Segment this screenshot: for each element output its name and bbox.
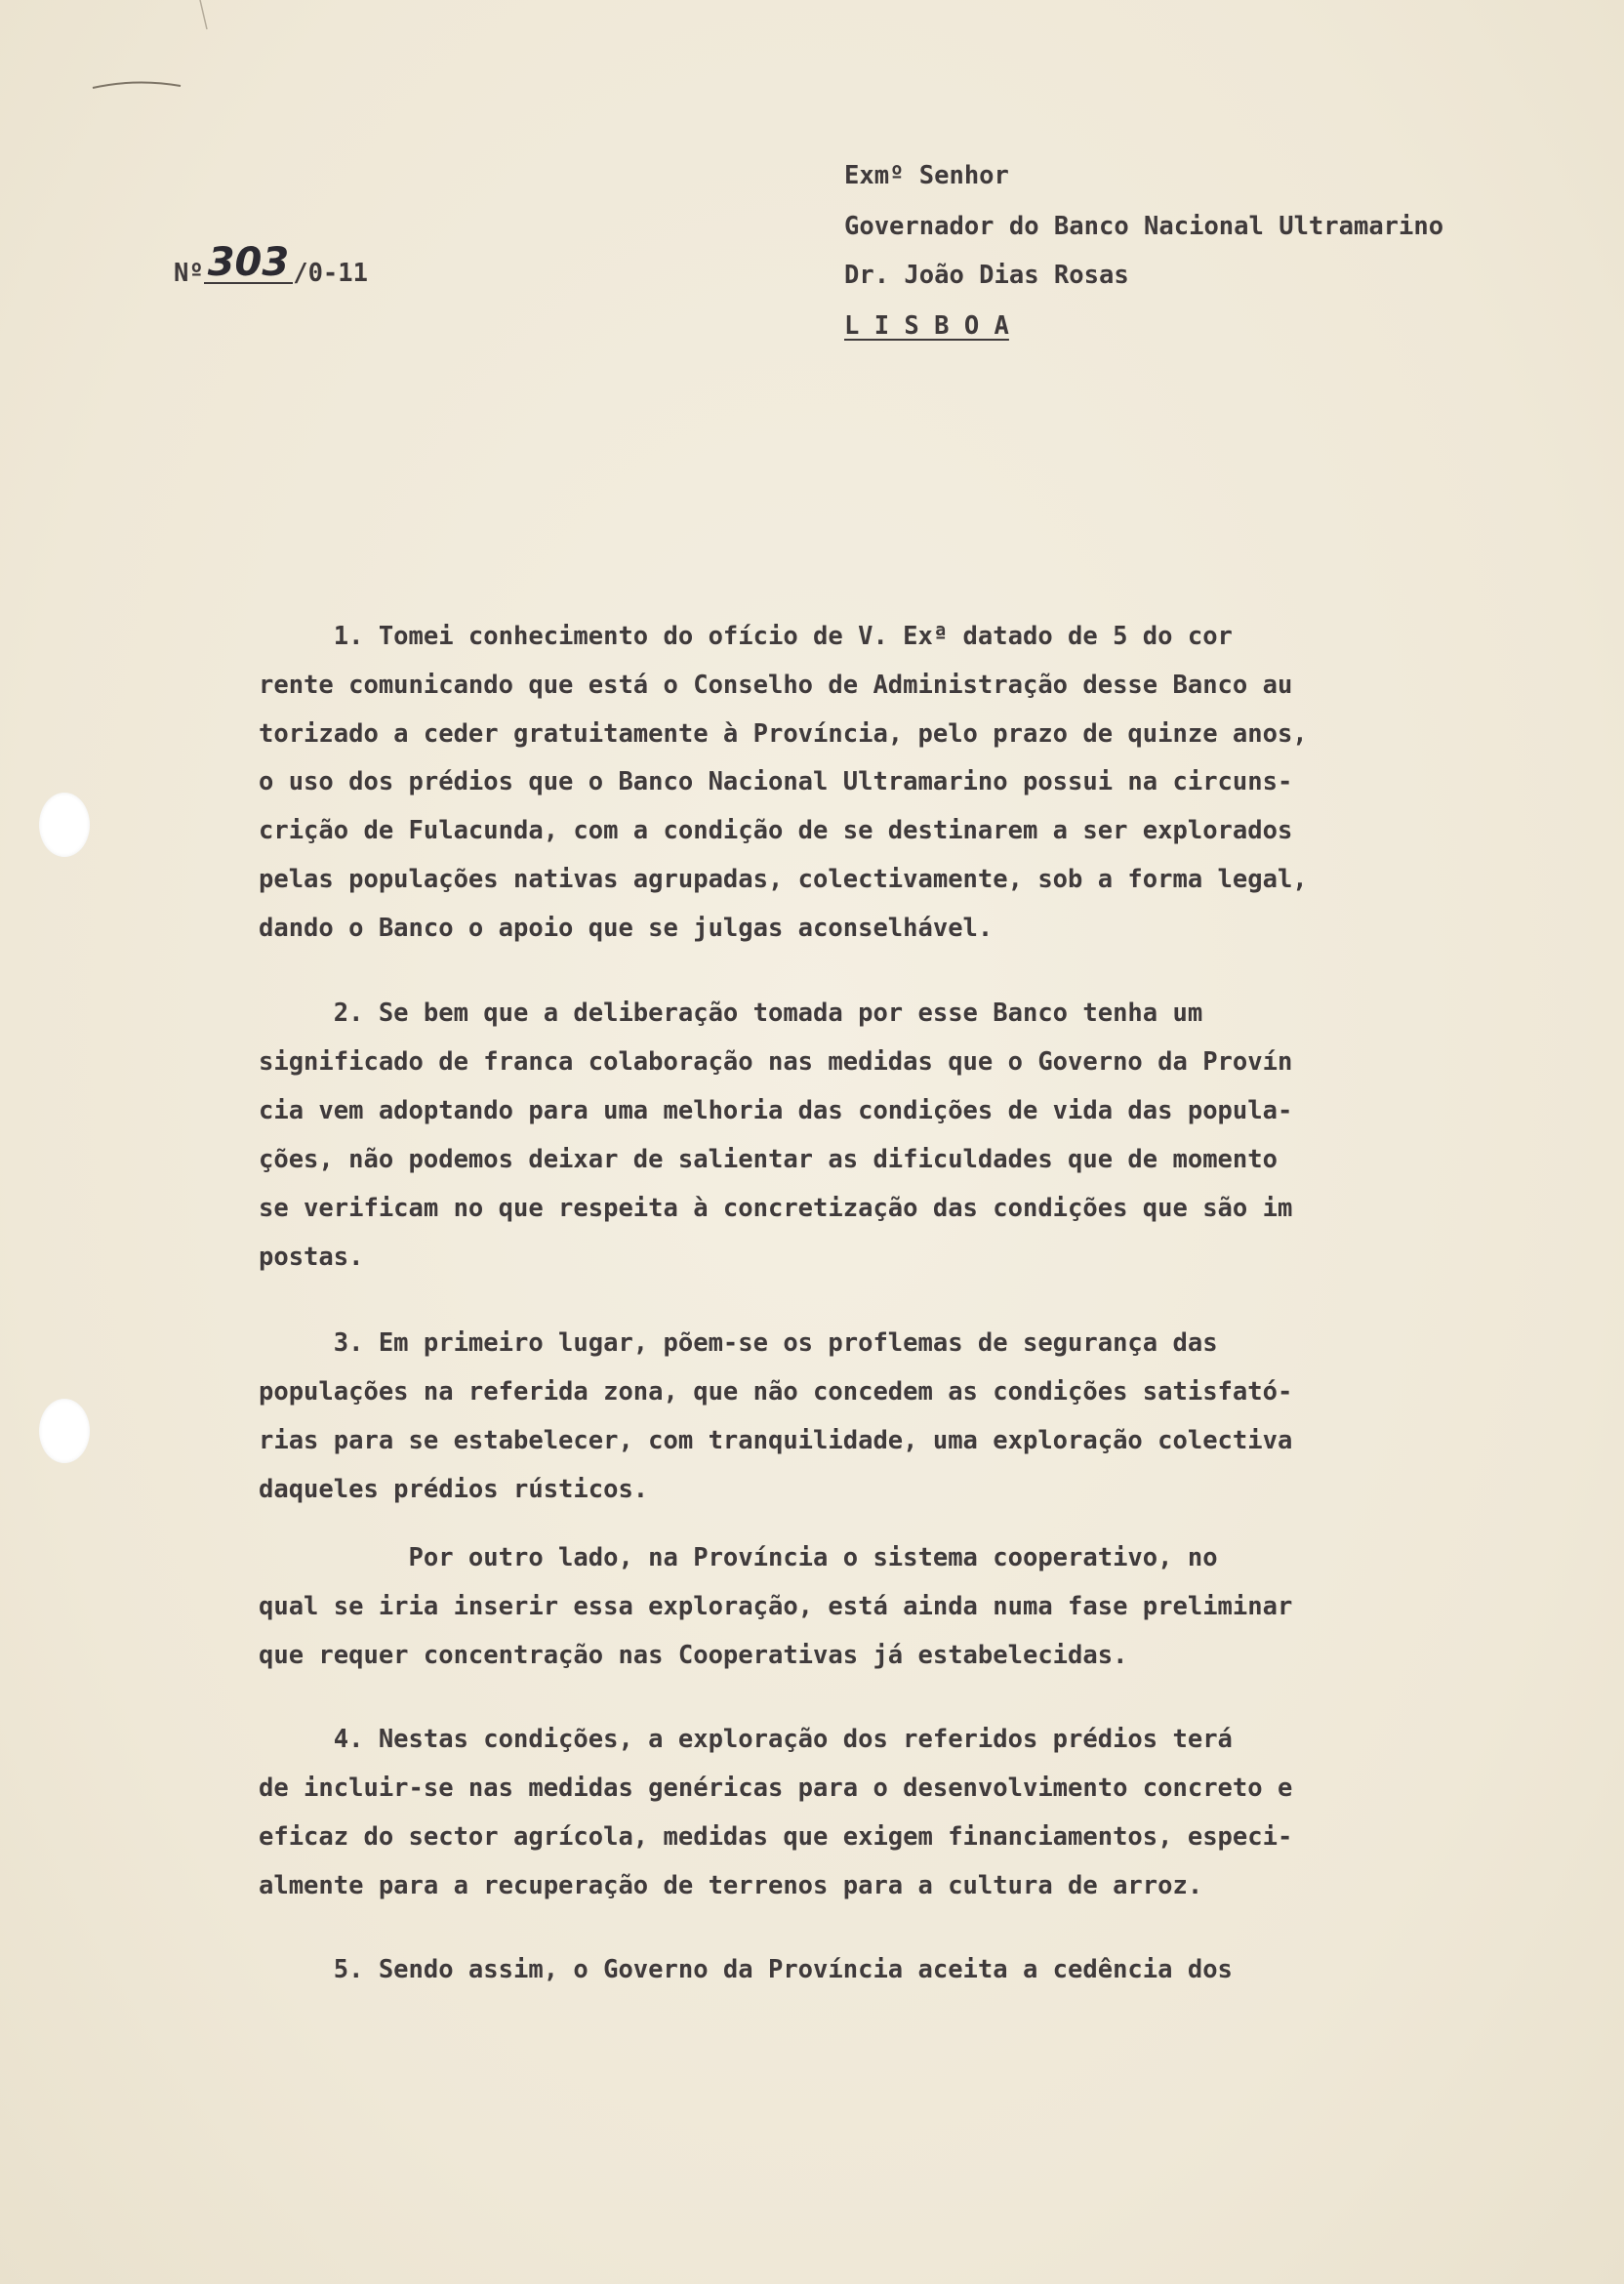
address-name: Dr. João Dias Rosas: [844, 261, 1129, 290]
body-line: rias para se estabelecer, com tranquilidade, uma exploração colectiva: [259, 1426, 1293, 1455]
body-line: 5. Sendo assim, o Governo da Província aceita a cedência dos: [259, 1955, 1233, 1984]
body-line: almente para a recuperação de terrenos para a cultura de arroz.: [259, 1871, 1203, 1900]
body-line: populações na referida zona, que não concedem as condições satisfató-: [259, 1377, 1293, 1407]
body-line: de incluir-se nas medidas genéricas para o desenvolvimento concreto e: [259, 1774, 1293, 1803]
body-line: ções, não podemos deixar de salientar as dificuldades que de momento: [259, 1145, 1278, 1174]
body-line: daqueles prédios rústicos.: [259, 1475, 649, 1504]
reference-suffix: /0-11: [293, 259, 368, 288]
folded-corner-mark: [0, 0, 215, 117]
body-line: que requer concentração nas Cooperativas já estabelecidas.: [259, 1641, 1128, 1670]
body-line: pelas populações nativas agrupadas, colectivamente, sob a forma legal,: [259, 865, 1308, 894]
body-line: se verificam no que respeita à concretização das condições que são im: [259, 1194, 1293, 1223]
body-line: 3. Em primeiro lugar, põem-se os proflemas de segurança das: [259, 1328, 1218, 1358]
body-line: crição de Fulacunda, com a condição de se destinarem a ser explorados: [259, 816, 1293, 845]
body-line: 2. Se bem que a deliberação tomada por esse Banco tenha um: [259, 999, 1203, 1028]
body-line: postas.: [259, 1243, 364, 1272]
address-title: Governador do Banco Nacional Ultramarino: [844, 212, 1444, 241]
address-salutation: Exmº Senhor: [844, 161, 1009, 190]
reference-prefix: Nº: [174, 259, 204, 288]
body-line: rente comunicando que está o Conselho de Administração desse Banco au: [259, 671, 1293, 700]
body-line: torizado a ceder gratuitamente à Província, pelo prazo de quinze anos,: [259, 719, 1308, 749]
body-line: significado de franca colaboração nas medidas que o Governo da Provín: [259, 1047, 1293, 1077]
punch-hole-top: [39, 793, 90, 857]
punch-hole-bottom: [39, 1399, 90, 1463]
body-line: 1. Tomei conhecimento do ofício de V. Exª datado de 5 do cor: [259, 622, 1233, 651]
reference-number: [174, 240, 368, 290]
body-line: eficaz do sector agrícola, medidas que exigem financiamentos, especi-: [259, 1822, 1293, 1852]
body-line: 4. Nestas condições, a exploração dos referidos prédios terá: [259, 1725, 1233, 1754]
address-city: L I S B O A: [844, 311, 1009, 341]
body-line: qual se iria inserir essa exploração, está ainda numa fase preliminar: [259, 1592, 1293, 1621]
body-line: o uso dos prédios que o Banco Nacional Ultramarino possui na circuns-: [259, 767, 1293, 796]
body-line: Por outro lado, na Província o sistema cooperativo, no: [259, 1543, 1218, 1572]
reference-handwritten-number: 303: [204, 243, 294, 284]
body-line: dando o Banco o apoio que se julgas aconselhável.: [259, 914, 994, 943]
body-line: cia vem adoptando para uma melhoria das condições de vida das popula-: [259, 1096, 1293, 1125]
